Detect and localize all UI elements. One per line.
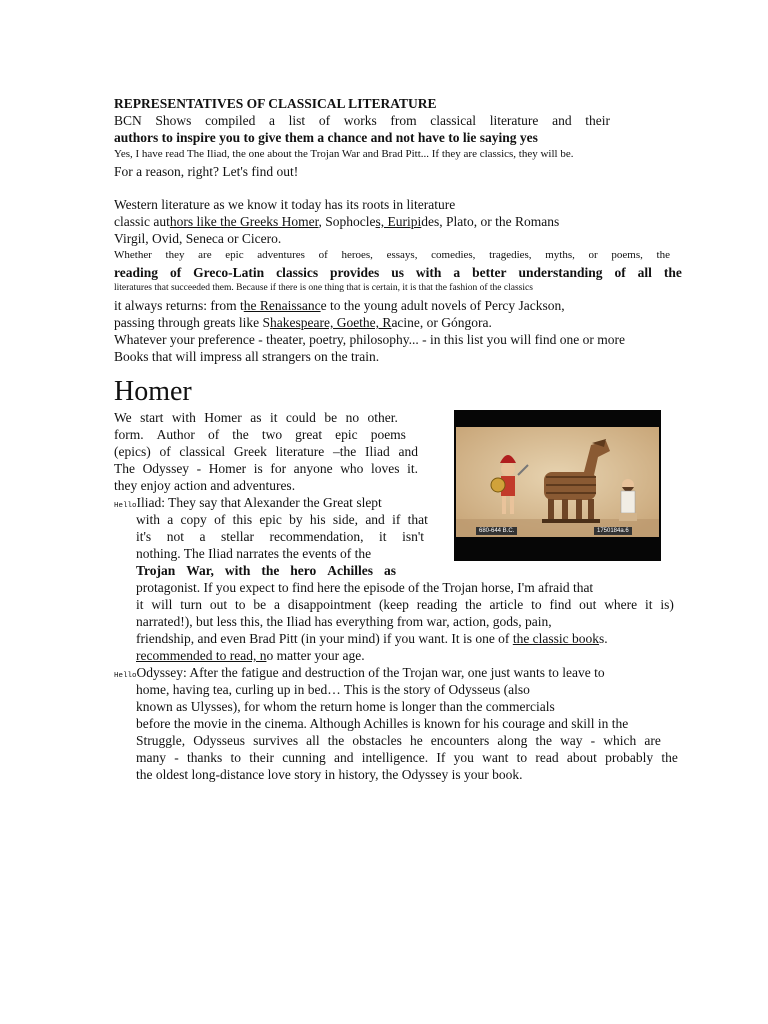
word: will: [151, 597, 173, 612]
word: Greek: [233, 444, 267, 459]
word: (keep: [378, 597, 409, 612]
word: recommendation,: [269, 529, 364, 544]
link-classic-books[interactable]: the classic book: [512, 631, 600, 646]
word: Greco-Latin: [193, 265, 265, 280]
word: of: [318, 113, 331, 128]
illustration-scene: [456, 427, 659, 537]
word: the: [661, 750, 678, 765]
word: stellar: [220, 529, 254, 544]
text-run: Odyssey: After the fatigue and destruction of the Trojan war, one just wants to leave to: [136, 665, 605, 680]
word: where: [604, 597, 638, 612]
word: along: [497, 733, 528, 748]
word: the: [232, 427, 249, 442]
word: way: [560, 733, 583, 748]
word: it: [645, 597, 653, 612]
iliad-line-6: protagonist. If you expect to find here the episode of the Trojan horse, I'm afraid that: [136, 580, 594, 595]
word: Homer: [208, 461, 247, 476]
word: If: [436, 750, 446, 765]
caption-right: 1750184a.6: [594, 527, 632, 535]
word: it's: [136, 529, 152, 544]
word: reading: [114, 265, 159, 280]
odyssey-line-5: [136, 732, 661, 749]
word: are: [198, 249, 212, 261]
word: loves: [371, 461, 400, 476]
word: side,: [332, 512, 359, 527]
western-line-10: Books that will impress all strangers on the train.: [114, 349, 380, 364]
word: it: [379, 529, 387, 544]
word: tragedies,: [489, 249, 532, 261]
word: be: [324, 410, 338, 425]
western-line-6: literatures that succeeded them. Because if there is one thing that is certain, it is that the fashion of the classics: [114, 283, 533, 293]
word: the: [535, 733, 552, 748]
word: to: [234, 597, 246, 612]
word: with: [171, 410, 196, 425]
word: a: [269, 113, 275, 128]
intro-line-2: authors to inspire you to give them a chance and not have to lie saying yes: [114, 130, 538, 145]
odyssey-line-4: before the movie in the cinema. Although Achilles is known for his courage and skill in the: [136, 716, 629, 731]
word: the: [663, 265, 682, 280]
word: as: [383, 563, 396, 578]
word: the: [465, 597, 482, 612]
word: with: [224, 563, 251, 578]
word: a: [167, 512, 174, 527]
word: out: [209, 597, 228, 612]
iliad-line-8: narrated!), but less this, the Iliad has everything from war, action, gods, pain,: [136, 614, 552, 629]
word: War,: [186, 563, 214, 578]
word: Struggle,: [136, 733, 186, 748]
text-run: des, Plato, or the Romans: [421, 214, 560, 229]
word: -: [174, 750, 179, 765]
word: you: [453, 750, 474, 765]
word: of: [169, 265, 182, 280]
iliad-line-7: [136, 596, 674, 613]
intro-line-4: For a reason, right? Let's find out!: [114, 164, 299, 179]
word: We: [114, 410, 132, 425]
word: be: [253, 597, 267, 612]
word: cunning: [282, 750, 326, 765]
word: is: [253, 461, 263, 476]
word: obstacles: [352, 733, 402, 748]
intro-line-1: [114, 112, 610, 129]
word: Odyssey: [142, 461, 190, 476]
section-heading-homer: Homer: [114, 376, 192, 407]
western-line-3: Virgil, Ovid, Seneca or Cicero.: [114, 231, 282, 246]
word: that: [407, 512, 428, 527]
word: the: [327, 733, 345, 748]
caption-left: 680-644 B.C.: [476, 527, 517, 535]
odyssey-line-3: known as Ulysses), for whom the return home is longer than the commercials: [136, 699, 555, 714]
word: about: [566, 750, 597, 765]
word: comedies,: [431, 249, 476, 261]
word: for: [270, 461, 287, 476]
word: -: [196, 461, 202, 476]
word: of: [159, 444, 171, 459]
word: BCN: [114, 113, 142, 128]
word: reading: [416, 597, 458, 612]
homer-line-5: they enjoy action and adventures.: [114, 478, 296, 493]
text-run: classic aut: [114, 214, 170, 229]
word: with: [136, 512, 161, 527]
word: no: [345, 410, 360, 425]
word: read: [535, 750, 559, 765]
word: The: [114, 461, 135, 476]
iliad-line-10: [136, 647, 365, 664]
link-greeks-homer[interactable]: hors like the Greeks Homer: [169, 214, 319, 229]
word: he: [409, 733, 423, 748]
word: two: [261, 427, 283, 442]
word: a: [453, 265, 461, 280]
homer-line-2: [114, 426, 406, 443]
word: a: [273, 597, 280, 612]
word: intelligence.: [361, 750, 429, 765]
word: they: [165, 249, 185, 261]
word: with: [415, 265, 442, 280]
word: their: [249, 750, 275, 765]
western-line-2: [114, 213, 559, 230]
western-line-7: [114, 297, 565, 314]
western-line-4: [114, 247, 670, 264]
word: his: [309, 512, 326, 527]
word: this: [232, 512, 253, 527]
word: the: [261, 563, 280, 578]
word: Whether: [114, 249, 152, 261]
intro-line-3: Yes, I have read The Iliad, the one about the Trojan War and Brad Pitt... If they are classics, they will be.: [114, 148, 574, 160]
word: it: [269, 410, 278, 425]
word: classical: [179, 444, 226, 459]
word: better: [472, 265, 507, 280]
word: disappointment: [287, 597, 372, 612]
word: copy: [180, 512, 207, 527]
word: all: [637, 265, 652, 280]
word: not: [166, 529, 184, 544]
word: find: [549, 597, 572, 612]
text-run: it always returns: from t: [114, 298, 244, 313]
word: who: [340, 461, 364, 476]
word: essays,: [386, 249, 418, 261]
word: great: [295, 427, 323, 442]
word: epic: [259, 512, 282, 527]
word: from: [390, 113, 417, 128]
word: to: [230, 750, 242, 765]
word: of: [614, 265, 626, 280]
word: (epics): [114, 444, 151, 459]
word: thanks: [187, 750, 223, 765]
word: and: [398, 444, 418, 459]
word: heroes,: [341, 249, 373, 261]
link-renaissance[interactable]: he Renaissanc: [243, 298, 321, 313]
word: literature: [275, 444, 325, 459]
text-run: acine, or Góngora.: [391, 315, 492, 330]
word: the: [656, 249, 670, 261]
iliad-line-5: [136, 562, 396, 579]
word: all: [306, 733, 320, 748]
word: could: [285, 410, 316, 425]
word: poems: [370, 427, 406, 442]
odyssey-line-2: home, having tea, curling up in bed… This is the story of Odysseus (also: [136, 682, 530, 697]
word: probably: [605, 750, 654, 765]
word: Author: [156, 427, 195, 442]
word: epic: [225, 249, 244, 261]
western-line-1: Western literature as we know it today has its roots in literature: [114, 197, 456, 212]
word: of: [214, 512, 226, 527]
word: and: [552, 113, 572, 128]
word: of: [318, 249, 328, 261]
homer-line-3: [114, 443, 418, 460]
link-recommended-to-read[interactable]: recommended to read, n: [136, 648, 267, 663]
word: form.: [114, 427, 144, 442]
word: anyone: [293, 461, 333, 476]
word: survives: [253, 733, 299, 748]
word: compiled: [205, 113, 256, 128]
iliad-line-3: [136, 528, 424, 545]
word: their: [585, 113, 610, 128]
word: Homer: [204, 410, 242, 425]
word: want: [482, 750, 509, 765]
western-line-8: [114, 314, 492, 331]
word: Odysseus: [193, 733, 245, 748]
word: Iliad: [365, 444, 390, 459]
western-line-5: [114, 264, 682, 281]
word: Trojan: [136, 563, 176, 578]
word: which: [603, 733, 637, 748]
trojan-horse-illustration: [454, 410, 661, 561]
list-bullet: Hello: [114, 502, 137, 510]
word: myths,: [545, 249, 575, 261]
word: if: [392, 512, 401, 527]
word: it.: [407, 461, 418, 476]
word: of: [207, 427, 220, 442]
document-title: REPRESENTATIVES OF CLASSICAL LITERATURE: [114, 96, 437, 111]
link-euripides[interactable]: s, Euripi: [375, 214, 422, 229]
word: as: [250, 410, 262, 425]
word: and: [365, 512, 385, 527]
word: or: [588, 249, 598, 261]
word: out: [579, 597, 597, 612]
word: us: [391, 265, 404, 280]
word: understanding: [518, 265, 603, 280]
illustration-graphic: [456, 427, 659, 537]
text-run: Iliad: They say that Alexander the Great slept: [136, 495, 382, 510]
word: Shows: [155, 113, 192, 128]
iliad-line-4: nothing. The Iliad narrates the events of the: [136, 546, 372, 561]
odyssey-line-7: the oldest long-distance love story in history, the Odyssey is your book.: [136, 767, 523, 782]
word: article: [489, 597, 524, 612]
homer-line-4: [114, 460, 418, 477]
word: a: [199, 529, 206, 544]
word: many: [136, 750, 166, 765]
word: list: [288, 113, 306, 128]
word: turn: [180, 597, 202, 612]
word: isn't: [402, 529, 424, 544]
link-shakespeare-goethe[interactable]: hakespeare, Goethe, R: [269, 315, 392, 330]
word: classics: [276, 265, 319, 280]
word: classical: [430, 113, 477, 128]
word: to: [516, 750, 528, 765]
word: hero: [290, 563, 317, 578]
western-line-9: Whatever your preference - theater, poetry, philosophy... - in this list you will find one or more: [114, 332, 625, 347]
list-bullet: Hello: [114, 672, 137, 680]
word: epic: [335, 427, 358, 442]
word: it: [136, 597, 144, 612]
word: encounters: [430, 733, 490, 748]
text-run: o matter your age.: [266, 648, 365, 663]
word: to: [531, 597, 542, 612]
homer-line-1: [114, 409, 398, 426]
word: adventures: [257, 249, 305, 261]
text-run: , Sophocle: [318, 214, 376, 229]
word: and: [334, 750, 354, 765]
word: Achilles: [327, 563, 374, 578]
text-run: friendship, and even Brad Pitt (in your mind) if you want. It is one of: [136, 631, 513, 646]
odyssey-line-6: [136, 749, 678, 766]
text-run: passing through greats like S: [114, 315, 270, 330]
text-run: s.: [599, 631, 608, 646]
word: are: [644, 733, 661, 748]
word: -: [590, 733, 596, 748]
word: literature: [489, 113, 539, 128]
word: provides: [330, 265, 380, 280]
word: –the: [333, 444, 357, 459]
word: start: [140, 410, 164, 425]
iliad-line-2: [136, 511, 428, 528]
word: works: [343, 113, 377, 128]
word: by: [289, 512, 303, 527]
word: poems,: [611, 249, 643, 261]
text-run: e to the young adult novels of Percy Jackson,: [320, 298, 565, 313]
iliad-line-9: [136, 630, 608, 647]
word: other.: [367, 410, 398, 425]
word: is): [660, 597, 674, 612]
